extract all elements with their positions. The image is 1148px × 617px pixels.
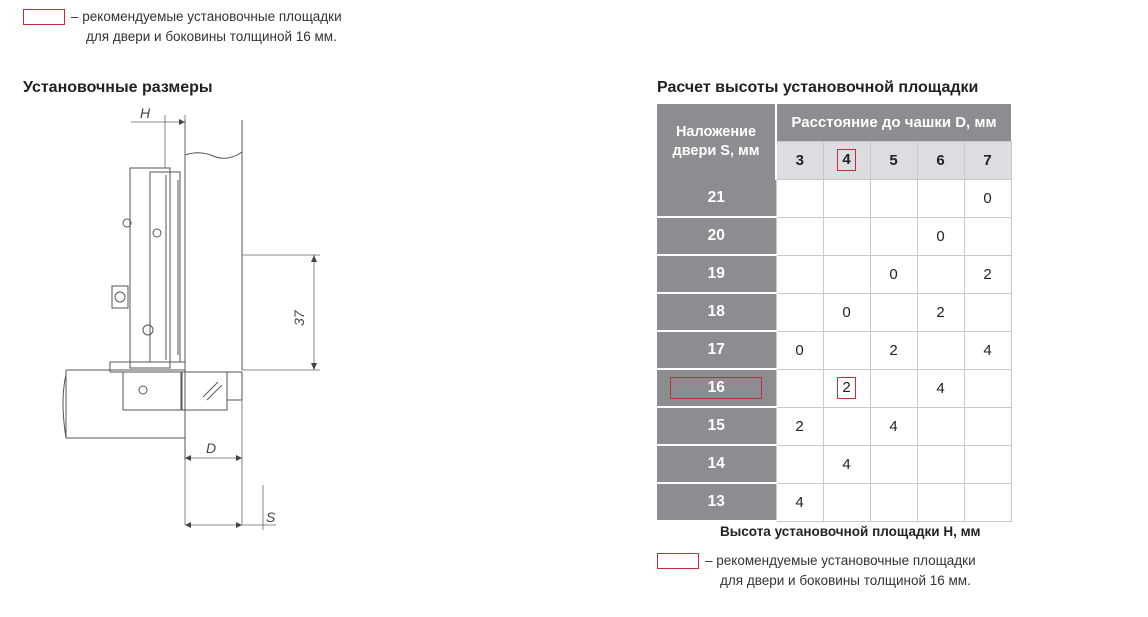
- table-row: [657, 179, 1011, 217]
- column-header-3: [776, 141, 823, 179]
- cell-value: 2: [889, 341, 898, 359]
- row-overlay-value: 13: [707, 493, 725, 510]
- row-header-label: [657, 104, 776, 179]
- row-overlay-s: [657, 255, 776, 293]
- cell-value: 0: [983, 189, 992, 207]
- table-cell: [870, 255, 917, 293]
- row-header-line-1: Наложение: [675, 123, 757, 140]
- legend-swatch-bottom: [657, 553, 699, 569]
- row-overlay-value: 21: [707, 188, 725, 206]
- table-cell: [870, 217, 917, 255]
- table-cell: [823, 407, 870, 445]
- row-overlay-value: 14: [707, 455, 725, 472]
- table-cell: [823, 445, 870, 483]
- column-header-7: [964, 141, 1011, 179]
- table-cell: [917, 293, 964, 331]
- table-cell: [870, 179, 917, 217]
- hinge-installation-drawing: [0, 100, 400, 540]
- table-cell: [823, 179, 870, 217]
- table-cell: [917, 331, 964, 369]
- table-cell: [964, 445, 1011, 483]
- row-overlay-s: [657, 407, 776, 445]
- col-header-label: Расстояние до чашки D, мм: [776, 104, 1011, 141]
- dim-label-37: 37: [291, 310, 307, 326]
- table-row: [657, 293, 1011, 331]
- cell-value: 4: [889, 417, 898, 435]
- table-cell: [964, 483, 1011, 521]
- table-cell: [917, 217, 964, 255]
- table-row: [657, 483, 1011, 521]
- column-header-value: 7: [983, 151, 992, 169]
- table-cell: [964, 369, 1011, 407]
- table-row: [657, 331, 1011, 369]
- row-overlay-value: 15: [707, 417, 725, 434]
- table-cell: [964, 217, 1011, 255]
- cell-value: 2: [795, 417, 804, 435]
- table-cell: [917, 255, 964, 293]
- table-cell: [776, 217, 823, 255]
- table-row: [657, 445, 1011, 483]
- table-cell: [776, 369, 823, 407]
- column-header-value: 4: [837, 149, 855, 171]
- row-overlay-s: [657, 445, 776, 483]
- section-title-dimensions: Установочные размеры: [23, 79, 213, 96]
- table-cell: [964, 179, 1011, 217]
- table-caption: Высота установочной площадки H, мм: [720, 524, 981, 539]
- cell-value: 2: [983, 265, 992, 283]
- table-cell: [917, 179, 964, 217]
- table-cell: [870, 331, 917, 369]
- row-overlay-s: [657, 369, 776, 407]
- table-cell: [776, 255, 823, 293]
- row-overlay-value: 18: [707, 303, 725, 320]
- table-cell: [870, 483, 917, 521]
- column-header-4: [823, 141, 870, 179]
- cell-value: 4: [842, 455, 851, 473]
- table-cell: [823, 293, 870, 331]
- table-cell: [776, 293, 823, 331]
- height-table: [657, 104, 1012, 522]
- row-overlay-s: [657, 483, 776, 521]
- row-overlay-value: 16: [670, 377, 762, 399]
- table-body: [657, 179, 1011, 521]
- table-cell: [917, 407, 964, 445]
- table-cell: [776, 331, 823, 369]
- column-header-5: [870, 141, 917, 179]
- cell-value: 0: [842, 303, 851, 321]
- table-cell: [917, 445, 964, 483]
- cell-value: 0: [889, 265, 898, 283]
- table-row: [657, 217, 1011, 255]
- column-header-value: 3: [795, 151, 804, 169]
- row-header-line-2: двери S, мм: [672, 142, 760, 159]
- cell-value: 4: [936, 379, 945, 397]
- row-overlay-value: 17: [707, 341, 725, 358]
- legend-line-1: – рекомендуемые установочные площадки: [71, 9, 342, 24]
- dim-label-s: S: [266, 509, 276, 525]
- table-cell: [870, 369, 917, 407]
- table-row: [657, 255, 1011, 293]
- row-overlay-value: 20: [707, 227, 725, 244]
- table-cell: [964, 255, 1011, 293]
- table-cell: [964, 331, 1011, 369]
- column-header-value: 5: [889, 151, 898, 169]
- row-overlay-s: [657, 179, 776, 217]
- table-cell: [823, 369, 870, 407]
- table-cell: [917, 369, 964, 407]
- table-cell: [776, 445, 823, 483]
- row-overlay-s: [657, 293, 776, 331]
- column-header-value: 6: [936, 151, 945, 169]
- table-cell: [823, 255, 870, 293]
- legend-line-2: для двери и боковины толщиной 16 мм.: [86, 29, 337, 44]
- table-cell: [776, 483, 823, 521]
- cell-value: 4: [983, 341, 992, 359]
- cell-value: 4: [795, 493, 804, 511]
- table-cell: [917, 483, 964, 521]
- row-overlay-s: [657, 217, 776, 255]
- table-row: [657, 407, 1011, 445]
- table-cell: [776, 179, 823, 217]
- cell-value: 0: [795, 341, 804, 359]
- cell-value: 2: [837, 377, 855, 399]
- table-cell: [776, 407, 823, 445]
- row-overlay-s: [657, 331, 776, 369]
- section-title-calc: Расчет высоты установочной площадки: [657, 79, 979, 96]
- dim-label-h: H: [140, 105, 151, 121]
- row-overlay-value: 19: [707, 265, 725, 282]
- legend-swatch: [23, 9, 65, 25]
- table-cell: [964, 407, 1011, 445]
- table-cell: [870, 293, 917, 331]
- table-cell: [870, 407, 917, 445]
- table-cell: [823, 331, 870, 369]
- cell-value: 2: [936, 303, 945, 321]
- table-cell: [870, 445, 917, 483]
- table-cell: [964, 293, 1011, 331]
- legend-bottom-line-1: – рекомендуемые установочные площадки: [705, 553, 976, 568]
- column-header-6: [917, 141, 964, 179]
- cell-value: 0: [936, 227, 945, 245]
- table-cell: [823, 483, 870, 521]
- dim-label-d: D: [206, 440, 217, 456]
- table-row: [657, 369, 1011, 407]
- legend-bottom-line-2: для двери и боковины толщиной 16 мм.: [720, 573, 971, 588]
- table-cell: [823, 217, 870, 255]
